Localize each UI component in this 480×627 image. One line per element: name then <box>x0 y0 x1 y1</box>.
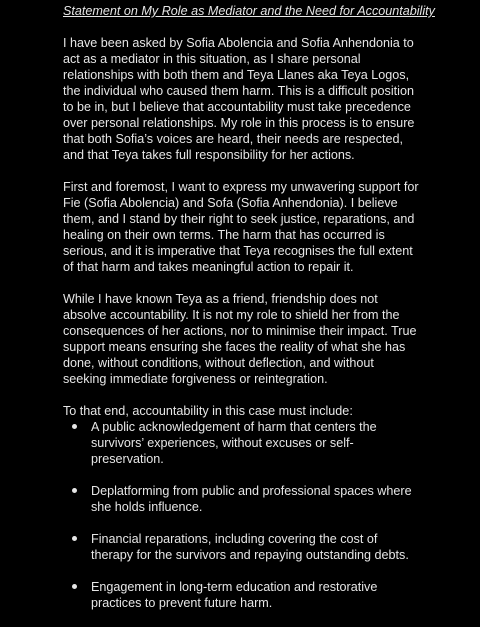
list-item-text: Engagement in long-term education and restorative practices to prevent future harm. <box>91 580 378 610</box>
statement-document <box>63 3 435 627</box>
bullet-icon <box>72 584 77 589</box>
list-item-text: Financial reparations, including covering the cost of therapy for the survivors and repaying outstanding debts. <box>91 532 409 562</box>
bullet-icon <box>72 488 77 493</box>
accountability-list <box>63 419 419 611</box>
paragraph-list-intro: To that end, accountability in this case must include: <box>63 404 353 418</box>
bullet-icon <box>72 424 77 429</box>
list-item <box>63 531 419 563</box>
paragraph-friendship: While I have known Teya as a friend, friendship does not absolve accountability. It is not my role to shield her from the consequences of her actions, nor to minimise their impact. True support means ensuring she faces the reality of what she has done, without conditions, without deflection, and without seeking immediate forgiveness or reintegration. <box>63 292 417 386</box>
paragraph-support: First and foremost, I want to express my unwavering support for Fie (Sofia Abolencia) and Sofa (Sofia Anhendonia). I believe them, and I stand by their right to seek justice, reparations, and healing on their own terms. The harm that has occurred is serious, and it is imperative that Teya recognises the full extent of that harm and takes meaningful action to repair it. <box>63 180 419 274</box>
document-title: Statement on My Role as Mediator and the Need for Accountability <box>63 4 435 18</box>
paragraph-role: I have been asked by Sofia Abolencia and Sofia Anhendonia to act as a mediator in this situation, as I share personal relationships with both them and Teya Llanes aka Teya Logos, the individual who caused them harm. This is a difficult position to be in, but I believe that accountability must take precedence over personal relationships. My role in this process is to ensure that both Sofia’s voices are heard, their needs are respected, and that Teya takes full responsibility for her actions. <box>63 36 415 162</box>
list-item <box>63 419 419 467</box>
bullet-icon <box>72 536 77 541</box>
list-item-text: A public acknowledgement of harm that centers the survivors’ experiences, without excuses or self-preservation. <box>91 420 377 466</box>
list-item-text: Deplatforming from public and professional spaces where she holds influence. <box>91 484 412 514</box>
list-item <box>63 579 419 611</box>
list-item <box>63 483 419 515</box>
